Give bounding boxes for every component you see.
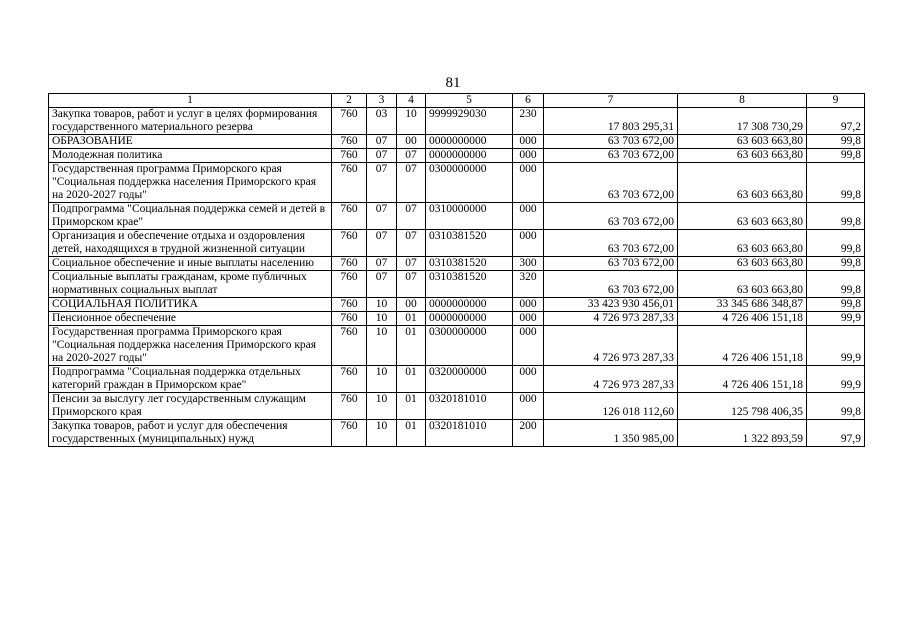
code-cell: 760 (332, 420, 367, 447)
amount-cell: 125 798 406,35 (678, 393, 807, 420)
code-cell: 10 (367, 326, 397, 366)
code-cell: 230 (513, 108, 544, 135)
percent-cell: 99,8 (807, 257, 865, 271)
code-cell: 10 (367, 393, 397, 420)
code-cell: 760 (332, 203, 367, 230)
code-cell: 760 (332, 366, 367, 393)
code-cell: 0300000000 (426, 326, 513, 366)
row-name-cell: Социальное обеспечение и иные выплаты населению (49, 257, 332, 271)
code-cell: 01 (397, 312, 426, 326)
code-cell: 07 (397, 271, 426, 298)
row-name-cell: Пенсии за выслугу лет государственным служащим Приморского края (49, 393, 332, 420)
percent-cell: 99,8 (807, 230, 865, 257)
header-cell: 7 (544, 94, 678, 108)
percent-cell: 99,8 (807, 149, 865, 163)
amount-cell: 63 603 663,80 (678, 149, 807, 163)
code-cell: 07 (367, 203, 397, 230)
code-cell: 000 (513, 393, 544, 420)
code-cell: 760 (332, 149, 367, 163)
table-row (49, 326, 865, 366)
code-cell: 07 (367, 271, 397, 298)
amount-cell: 126 018 112,60 (544, 393, 678, 420)
code-cell: 07 (397, 149, 426, 163)
page-number: 81 (445, 75, 461, 91)
row-name-cell: Социальные выплаты гражданам, кроме публичных нормативных социальных выплат (49, 271, 332, 298)
percent-cell: 99,9 (807, 366, 865, 393)
percent-cell: 99,8 (807, 393, 865, 420)
code-cell: 01 (397, 326, 426, 366)
row-name-cell: Закупка товаров, работ и услуг в целях формирования государственного материального резерва (49, 108, 332, 135)
code-cell: 0310000000 (426, 203, 513, 230)
amount-cell: 63 703 672,00 (544, 135, 678, 149)
table-row (49, 366, 865, 393)
code-cell: 10 (367, 298, 397, 312)
header-cell: 1 (49, 94, 332, 108)
code-cell: 300 (513, 257, 544, 271)
row-name-cell: Закупка товаров, работ и услуг для обеспечения государственных (муниципальных) нужд (49, 420, 332, 447)
code-cell: 000 (513, 312, 544, 326)
amount-cell: 4 726 973 287,33 (544, 326, 678, 366)
amount-cell: 63 703 672,00 (544, 163, 678, 203)
code-cell: 07 (367, 149, 397, 163)
amount-cell: 33 423 930 456,01 (544, 298, 678, 312)
code-cell: 07 (397, 163, 426, 203)
amount-cell: 1 350 985,00 (544, 420, 678, 447)
row-name-cell: СОЦИАЛЬНАЯ ПОЛИТИКА (49, 298, 332, 312)
percent-cell: 99,8 (807, 271, 865, 298)
code-cell: 0310381520 (426, 271, 513, 298)
code-cell: 0310381520 (426, 257, 513, 271)
code-cell: 07 (397, 230, 426, 257)
code-cell: 760 (332, 393, 367, 420)
code-cell: 320 (513, 271, 544, 298)
row-name-cell: Организация и обеспечение отдыха и оздоровления детей, находящихся в трудной жизненной ситуации (49, 230, 332, 257)
code-cell: 760 (332, 257, 367, 271)
header-cell: 3 (367, 94, 397, 108)
table-row (49, 135, 865, 149)
code-cell: 0320181010 (426, 393, 513, 420)
header-cell: 8 (678, 94, 807, 108)
code-cell: 000 (513, 135, 544, 149)
code-cell: 760 (332, 312, 367, 326)
amount-cell: 4 726 406 151,18 (678, 366, 807, 393)
table-row (49, 163, 865, 203)
code-cell: 000 (513, 149, 544, 163)
code-cell: 00 (397, 298, 426, 312)
row-name-cell: Подпрограмма "Социальная поддержка семей и детей в Приморском крае" (49, 203, 332, 230)
amount-cell: 63 603 663,80 (678, 271, 807, 298)
percent-cell: 99,8 (807, 203, 865, 230)
code-cell: 01 (397, 393, 426, 420)
code-cell: 000 (513, 230, 544, 257)
code-cell: 07 (397, 257, 426, 271)
header-cell: 6 (513, 94, 544, 108)
code-cell: 9999929030 (426, 108, 513, 135)
amount-cell: 4 726 973 287,33 (544, 312, 678, 326)
code-cell: 0320000000 (426, 366, 513, 393)
table-row (49, 298, 865, 312)
amount-cell: 17 803 295,31 (544, 108, 678, 135)
code-cell: 760 (332, 271, 367, 298)
code-cell: 760 (332, 298, 367, 312)
amount-cell: 4 726 406 151,18 (678, 312, 807, 326)
amount-cell: 63 703 672,00 (544, 203, 678, 230)
code-cell: 01 (397, 366, 426, 393)
percent-cell: 99,8 (807, 163, 865, 203)
code-cell: 07 (367, 163, 397, 203)
table-row (49, 257, 865, 271)
code-cell: 0320181010 (426, 420, 513, 447)
percent-cell: 99,8 (807, 298, 865, 312)
amount-cell: 63 603 663,80 (678, 257, 807, 271)
row-name-cell: ОБРАЗОВАНИЕ (49, 135, 332, 149)
table-row (49, 271, 865, 298)
code-cell: 760 (332, 135, 367, 149)
table-row (49, 149, 865, 163)
code-cell: 03 (367, 108, 397, 135)
code-cell: 760 (332, 326, 367, 366)
amount-cell: 63 703 672,00 (544, 271, 678, 298)
table-row (49, 312, 865, 326)
amount-cell: 1 322 893,59 (678, 420, 807, 447)
code-cell: 0310381520 (426, 230, 513, 257)
amount-cell: 17 308 730,29 (678, 108, 807, 135)
amount-cell: 63 603 663,80 (678, 163, 807, 203)
code-cell: 000 (513, 163, 544, 203)
amount-cell: 63 603 663,80 (678, 230, 807, 257)
amount-cell: 63 703 672,00 (544, 257, 678, 271)
amount-cell: 63 603 663,80 (678, 135, 807, 149)
header-cell: 4 (397, 94, 426, 108)
code-cell: 07 (367, 230, 397, 257)
code-cell: 760 (332, 163, 367, 203)
code-cell: 10 (367, 420, 397, 447)
row-name-cell: Пенсионное обеспечение (49, 312, 332, 326)
code-cell: 07 (367, 257, 397, 271)
row-name-cell: Государственная программа Приморского края "Социальная поддержка населения Приморского края на 2020-2027 годы" (49, 163, 332, 203)
code-cell: 10 (397, 108, 426, 135)
table-row (49, 203, 865, 230)
table-row (49, 393, 865, 420)
header-cell: 5 (426, 94, 513, 108)
percent-cell: 99,9 (807, 312, 865, 326)
row-name-cell: Государственная программа Приморского края "Социальная поддержка населения Приморского края на 2020-2027 годы" (49, 326, 332, 366)
code-cell: 760 (332, 230, 367, 257)
code-cell: 07 (367, 135, 397, 149)
amount-cell: 63 703 672,00 (544, 230, 678, 257)
percent-cell: 99,8 (807, 135, 865, 149)
table-row (49, 108, 865, 135)
code-cell: 07 (397, 203, 426, 230)
code-cell: 000 (513, 298, 544, 312)
row-name-cell: Молодежная политика (49, 149, 332, 163)
table-row (49, 420, 865, 447)
amount-cell: 63 603 663,80 (678, 203, 807, 230)
header-cell: 2 (332, 94, 367, 108)
code-cell: 01 (397, 420, 426, 447)
percent-cell: 97,2 (807, 108, 865, 135)
code-cell: 0000000000 (426, 298, 513, 312)
header-cell: 9 (807, 94, 865, 108)
percent-cell: 99,9 (807, 326, 865, 366)
budget-table (48, 93, 865, 447)
code-cell: 000 (513, 203, 544, 230)
code-cell: 00 (397, 135, 426, 149)
code-cell: 0300000000 (426, 163, 513, 203)
code-cell: 0000000000 (426, 149, 513, 163)
code-cell: 000 (513, 366, 544, 393)
amount-cell: 63 703 672,00 (544, 149, 678, 163)
code-cell: 0000000000 (426, 135, 513, 149)
amount-cell: 4 726 973 287,33 (544, 366, 678, 393)
code-cell: 760 (332, 108, 367, 135)
amount-cell: 4 726 406 151,18 (678, 326, 807, 366)
percent-cell: 97,9 (807, 420, 865, 447)
table-row (49, 230, 865, 257)
code-cell: 200 (513, 420, 544, 447)
code-cell: 10 (367, 366, 397, 393)
row-name-cell: Подпрограмма "Социальная поддержка отдельных категорий граждан в Приморском крае" (49, 366, 332, 393)
code-cell: 10 (367, 312, 397, 326)
header-row (49, 94, 865, 108)
code-cell: 000 (513, 326, 544, 366)
code-cell: 0000000000 (426, 312, 513, 326)
amount-cell: 33 345 686 348,87 (678, 298, 807, 312)
